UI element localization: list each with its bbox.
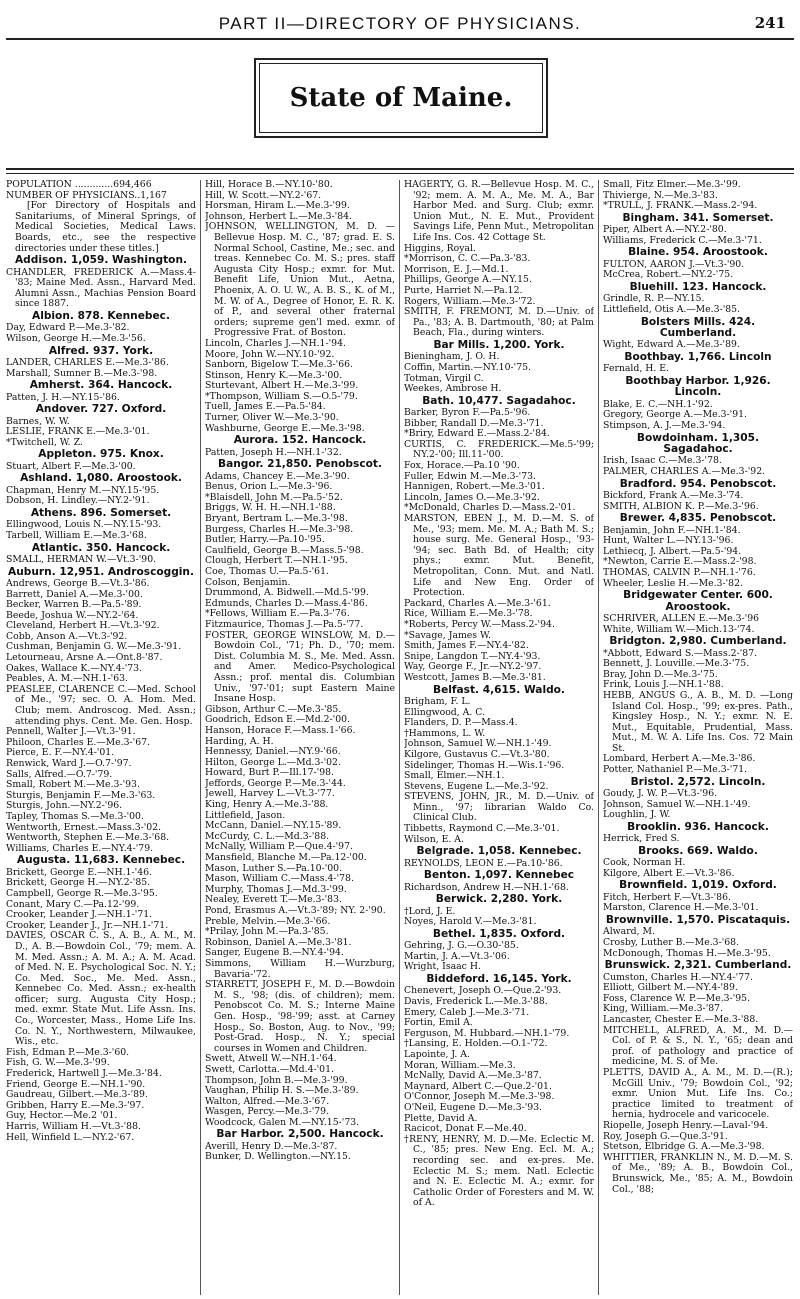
- physician-entry: Davis, Frederick L.—Me.3-'88.: [404, 996, 548, 1008]
- physician-entry: Herrick, Fred S.: [603, 833, 680, 845]
- physician-entry: Fernald, H. E.: [603, 363, 670, 375]
- physician-entry: Hanson, Horace F.—Mass.1-'66.: [205, 724, 356, 736]
- physician-entry: Higgins, Royal.: [404, 242, 476, 254]
- physician-entry: Barnes, W. W.: [6, 415, 70, 427]
- physician-entry: Gehring, J. G.—O.30-'85.: [404, 940, 519, 952]
- town-heading: Addison. 1,059. Washington.: [14, 254, 188, 267]
- physician-entry: Sanger, Eugene B.—NY.4-'94.: [205, 947, 344, 959]
- physician-entry: †Lord, J. E.: [404, 905, 456, 917]
- physician-entry: Crooker, Leander J.—NH.1-'71.: [6, 909, 153, 921]
- physician-entry: LANDER, CHARLES E.—Me.3-'86.: [6, 356, 169, 368]
- town-heading: Andover. 727. Oxford.: [35, 403, 167, 416]
- physician-entry: Edmunds, Charles D.—Mass.4-'86.: [205, 597, 368, 609]
- physician-entry: Moran, William.—Me.3.: [404, 1059, 516, 1071]
- physician-entry: Lombard, Herbert A.—Me.3-'86.: [603, 753, 756, 765]
- physician-entry: *Briry, Edward E.—Mass.2-'84.: [404, 428, 550, 440]
- physician-entry: Preble, Melvin.—Me.3-'66.: [205, 915, 331, 927]
- physician-entry: Howard, Burt P.—Ill.17-'98.: [205, 767, 334, 779]
- town-heading: Bridgewater Center. 600. Aroostook.: [623, 589, 773, 613]
- physician-entry: Ferguson, M. Hubbard.—NH.1-'79.: [404, 1027, 570, 1039]
- physician-entry: MITCHELL, ALFRED, A. M., M. D.—Col. of P. & S., N. Y., '65; dean and prof. of pathology and practice of medicine, M. S. of Me.: [603, 1024, 793, 1068]
- physician-entry: Smith, James F.—NY.4-'82.: [404, 640, 529, 652]
- physician-entry: Gaudreau, Gilbert.—Me.3-'89.: [6, 1089, 148, 1101]
- physician-entry: Gibson, Arthur C.—Me.3-'85.: [205, 703, 342, 715]
- page-number: 241: [754, 14, 786, 32]
- physician-entry: Conant, Mary C.—Pa.12-'99.: [6, 898, 140, 910]
- physician-entry: Fuller, Edwin M.—Me.3-'73.: [404, 470, 536, 482]
- physician-entry: Robinson, Daniel A.—Me.3-'81.: [205, 936, 352, 948]
- physician-entry: McNally, David A.—Me.3-'87.: [404, 1070, 542, 1082]
- page-header: [0, 14, 800, 36]
- town-heading: Bar Mills. 1,200. York.: [433, 338, 565, 351]
- physician-entry: Frink, Louis J.—NH.1-'88.: [603, 679, 724, 691]
- physician-entry: Johnson, Samuel W.—NH.1-'49.: [603, 798, 751, 810]
- town-heading: Belgrade. 1,058. Kennebec.: [416, 845, 582, 858]
- physician-entry: Mason, William C.—Mass.4-'78.: [205, 873, 354, 885]
- physician-entry: Philoon, Charles E.—Me.3-'67.: [6, 736, 150, 748]
- physician-entry: Sturtevant, Albert H.—Me.3-'99.: [205, 380, 359, 392]
- physician-entry: Bunker, D. Wellington.—NY.15.: [205, 1151, 351, 1163]
- town-heading: Athens. 896. Somerset.: [30, 506, 172, 519]
- physician-entry: Letourneau, Arsne A.—Ont.8-'87.: [6, 652, 163, 664]
- physician-entry: SMALL, HERMAN W.—Vt.3-'90.: [6, 553, 157, 565]
- physician-entry: Cobb, Anson A.—Vt.3-'92.: [6, 630, 128, 642]
- physician-entry: Coe, Thomas U.—Pa.5-'61.: [205, 566, 329, 577]
- physician-entry: Cushman, Benjamin G. W.—Me.3-'91.: [6, 641, 182, 653]
- physician-entry: Pennell, Walter J.—Vt.3-'91.: [6, 726, 136, 738]
- directory-column-2: [205, 180, 395, 1295]
- physician-entry: Piper, Albert A.—NY.2-'80.: [603, 224, 727, 236]
- town-heading: Blaine. 954. Aroostook.: [628, 246, 768, 259]
- physician-entry: Bibber, Randall D.—Me.3-'71.: [404, 417, 544, 429]
- physician-entry: Becker, Warren B.—Pa.5-'89.: [6, 599, 142, 611]
- physician-entry: Riopelle, Joseph Henry.—Laval-'94.: [603, 1119, 769, 1131]
- town-heading: Benton. 1,097. Kennebec: [423, 869, 575, 882]
- physician-entry: WHITTIER, FRANKLIN N., M. D.—M. S. of Me., '89; A. B., Bowdoin Col., Brunswick, Me., '85; A. M., Bowdoin Col., '88;: [603, 1151, 793, 1195]
- physician-entry: SMITH, ALBION K. P.—Me.3-'96.: [603, 500, 759, 512]
- physician-entry: Brigham, F. L.: [404, 695, 471, 707]
- state-title: State of Maine.: [289, 83, 513, 113]
- physician-entry: Irish, Isaac C.—Me.3-'78.: [603, 455, 722, 467]
- physician-entry: Andrews, George B.—Vt.3-'86.: [6, 577, 150, 589]
- physician-entry: PLETTS, DAVID A., A. M., M. D.—(R.); McGill Univ., '79; Bowdoin Col., '92; exmr. Union Mut. Life Ins. Co.; practice limited to treatment of hernia, hydrocele and varicocele.: [603, 1066, 793, 1121]
- physician-entry: Stimpson, A. J.—Me.3-'94.: [603, 419, 726, 431]
- physician-entry: REYNOLDS, LEON E.—Pa.10-'86.: [404, 857, 563, 869]
- physician-entry: Marston, Clarence H.—Me.3-'01.: [603, 902, 759, 914]
- physician-entry: *Fellows, William E.—Pa.3-'76.: [205, 608, 350, 620]
- physician-entry: Dobson, H. Lindley.—NY.2-'91.: [6, 495, 150, 507]
- town-heading: Amherst. 364. Hancock.: [29, 379, 173, 392]
- physician-entry: Jeffords, George P.—Me.3-'44.: [205, 777, 346, 789]
- physician-entry: Guy, Hector.—Me.2 '01.: [6, 1110, 118, 1122]
- physician-entry: Crosby, Luther B.—Me.3-'68.: [603, 937, 740, 949]
- physician-entry: Gregory, George A.—Me.3-'91.: [603, 409, 748, 421]
- physician-entry: O'Connor, Joseph M.—Me.3-'98.: [404, 1091, 555, 1103]
- physician-entry: McDonough, Thomas H.—Me.3-'95.: [603, 947, 771, 959]
- physician-entry: Johnson, Samuel W.—NH.1-'49.: [404, 738, 552, 750]
- section-rule-top: [6, 168, 794, 170]
- town-heading: Bowdoinham. 1,305. Sagadahoc.: [636, 431, 760, 455]
- physician-entry: Wentworth, Ernest.—Mass.3-'02.: [6, 821, 162, 833]
- physician-entry: Brickett, George H.—NY.2-'85.: [6, 877, 151, 889]
- physician-entry: Horsman, Hiram L.—Me.3-'99.: [205, 200, 350, 212]
- physician-entry: Westcott, James B.—Me.3-'81.: [404, 671, 546, 683]
- physician-entry: PEASLEE, CLARENCE C.—Med. School of Me., '97; sec. O. A. Hom. Med. Club; mem. Androscog. Med. Assn.; attending phys. Cent. Me. Gen. Hosp.: [6, 683, 196, 727]
- physician-entry: Alward, M.: [603, 926, 655, 938]
- physician-entry: Bennett, J. Louville.—Me.3-'75.: [603, 658, 750, 670]
- physician-entry: Jewell, Harvey L.—Vt.3-'77.: [205, 788, 335, 800]
- physician-entry: Blake, E. C.—NH.1-'92.: [603, 398, 713, 410]
- physician-entry: Kilgore, Gustavus C.—Vt.3-'80.: [404, 748, 550, 760]
- physician-entry: Cook, Norman H.: [603, 857, 686, 869]
- physician-entry: Barrett, Daniel A.—Me.3-'00.: [6, 588, 143, 600]
- physician-entry: Woodcock, Galen M.—NY.15-'73.: [205, 1116, 360, 1128]
- physician-entry: Hennessy, Daniel.—NY.9-'66.: [205, 746, 341, 758]
- physician-entry: Vaughan, Philip H. S.—Me.3-'89.: [205, 1085, 359, 1097]
- header-rule: [6, 38, 794, 40]
- physician-entry: Pierce, E. F.—NY.4-'01.: [6, 747, 115, 759]
- physician-entry: PALMER, CHARLES A.—Me.3-'92.: [603, 465, 766, 477]
- physician-entry: Stuart, Albert F.—Me.3-'00.: [6, 460, 136, 472]
- town-heading: Brewer. 4,835. Penobscot.: [619, 512, 777, 525]
- physician-entry: Tuell, James E.—Pa.5-'84.: [205, 401, 326, 413]
- physician-entry: Elliott, Gilbert M.—NY.4-'89.: [603, 982, 738, 994]
- physician-entry: JOHNSON, WELLINGTON, M. D. —Bellevue Hosp. M. C., '87; grad. E. S. Normal School, Castine, Me.; sec. and treas. Kennebec Co. M. S.; pres. staff Augusta City Hosp.; exmr. for Mut. Benefit Life, Union Mut., Aetna, Phoenix, A. O. U. W., A. B. S., K. of M., M. W. of A., Degree of Honor, E. R. K. of P., and several other fraternal orders; supreme gen'l med. exmr. of Progressive Frat. of Boston.: [205, 221, 395, 339]
- physician-entry: MARSTON, EBEN J., M. D.—M. S. of Me., '93; mem. Me. M. A.; Bath M. S.; house surg. Me. General Hosp., '93-'94; sec. Bath Bd. of Health; city phys.; exmr. Mut. Benefit, Metropolitan, Conn. Mut. and Natl. Life and New Eng. Order of Protection.: [404, 513, 594, 599]
- town-heading: Bristol. 2,572. Lincoln.: [630, 775, 766, 788]
- physician-entry: Briggs, W. H. H.—NH.1-'88.: [205, 502, 336, 514]
- physician-entry: *Prilay, John M.—Pa.3-'85.: [205, 926, 329, 938]
- physician-entry: Marshall, Sumner B.—Me.3-'98.: [6, 367, 158, 379]
- physician-entry: Tibbetts, Raymond C.—Me.3-'01.: [404, 823, 560, 835]
- physician-entry: Tarbell, William E.—Me.3-'68.: [6, 529, 147, 541]
- physician-entry: Chapman, Henry M.—NY.15-'95.: [6, 484, 160, 496]
- town-heading: Auburn. 12,951. Androscoggin.: [8, 565, 194, 578]
- physician-entry: Grindle, R. P.—NY.15.: [603, 293, 705, 305]
- physician-entry: Potter, Nathaniel P.—Me.3-'71.: [603, 764, 748, 776]
- town-heading: Aurora. 152. Hancock.: [233, 434, 367, 447]
- physician-entry: Barker, Byron F.—Pa.5-'96.: [404, 407, 531, 419]
- physician-entry: McNally, William P.—Que.4-'97.: [205, 841, 353, 853]
- physician-entry: Racicot, Donat F.—Me.40.: [404, 1123, 527, 1135]
- physician-entry: Campbell, George R.—Me.3-'95.: [6, 887, 158, 899]
- physician-entry: HEBB, ANGUS G., A. B., M. D. —Long Island Col. Hosp., '99; ex-pres. Path., Kingsley Hosp., N. Y.; exmr. N. E. Mut., Equitable, Prudential, Mass. Mut., M. W. A. Life Ins. Cos. 72 Main St.: [603, 689, 793, 754]
- directory-column-4: [603, 180, 793, 1295]
- town-heading: Bath. 10,477. Sagadahoc.: [422, 394, 576, 407]
- statistic-line: POPULATION .............694,466: [6, 180, 152, 190]
- physician-entry: Clough, Herbert T.—NH.1-'95.: [205, 555, 348, 567]
- physician-entry: Harding, A. H.: [205, 735, 274, 747]
- town-heading: Alfred. 937. York.: [48, 344, 154, 357]
- physician-entry: Hunt, Walter L.—NY.13-'96.: [603, 535, 734, 547]
- physician-entry: *TRULL, J. FRANK.—Mass.2-'94.: [603, 200, 758, 212]
- physician-entry: Fortin, Emil A.: [404, 1017, 473, 1029]
- physician-entry: Stetson, Elbridge G. A.—Me.3-'98.: [603, 1141, 765, 1153]
- physician-entry: Emery, Caleb J.—Me.3-'71.: [404, 1006, 530, 1018]
- physician-entry: Tapley, Thomas S.—Me.3-'00.: [6, 810, 144, 822]
- physician-entry: *Morrison, C. C.—Pa.3-'83.: [404, 253, 531, 265]
- physician-entry: Snipe, Langdon T.—NY.4-'93.: [404, 650, 541, 662]
- physician-entry: Beede, Joshua W.—NY.2-'64.: [6, 609, 139, 621]
- physician-entry: Way, George F., Jr.—NY.2-'97.: [404, 661, 542, 673]
- physician-entry: Hell, Winfield L.—NY.2-'67.: [6, 1131, 135, 1143]
- physician-entry: Johnson, Herbert L.—Me.3-'84.: [205, 210, 353, 222]
- physician-entry: Fish, G. W.—Me.3-'99.: [6, 1057, 110, 1069]
- physician-entry: Wasgen, Percy.—Me.3-'79.: [205, 1106, 330, 1118]
- directory-column-1: [6, 180, 196, 1295]
- physician-entry: CURTIS, C. FREDERICK.—Me.5-'99; NY.2-'00; Ill.11-'00.: [404, 438, 594, 461]
- physician-entry: Morrison, E. J.—Md.1.: [404, 263, 509, 275]
- physician-entry: †Hammons, L. W.: [404, 727, 486, 739]
- physician-entry: Colson, Benjamin.: [205, 576, 291, 588]
- physician-entry: Bray, John D.—Me.3-'75.: [603, 668, 718, 680]
- town-heading: Belfast. 4,615. Waldo.: [433, 683, 565, 696]
- physician-entry: Mason, Luther S.—Pa.10-'00.: [205, 862, 343, 874]
- physician-entry: Lincoln, James O.—Me.3-'92.: [404, 491, 540, 503]
- physician-entry: Cumston, Charles H.—NY.4-'77.: [603, 971, 753, 983]
- physician-entry: McCann, Daniel.—NY.15-'89.: [205, 820, 342, 832]
- physician-entry: Wight, Edward A.—Me.3-'89.: [603, 339, 740, 351]
- town-heading: Albion. 878. Kennebec.: [32, 309, 170, 322]
- physician-entry: Harris, William H.—Vt.3-'88.: [6, 1121, 141, 1132]
- physician-entry: Wilson, E. A.: [404, 833, 464, 845]
- physician-entry: Peables, A. M.—NH.1-'63.: [6, 673, 128, 685]
- town-heading: Brownfield. 1,019. Oxford.: [619, 879, 777, 892]
- physician-entry: Chenevert, Joseph O.—Que.2-'93.: [404, 985, 562, 997]
- physician-entry: Littlefield, Jason.: [205, 809, 286, 821]
- physician-entry: Simmons, William H.—Wurzburg, Bavaria-'72.: [205, 957, 395, 980]
- physician-entry: Littlefield, Otis A.—Me.3-'85.: [603, 303, 741, 315]
- physician-entry: SCHRIVER, ALLEN E.—Me.3-'96: [603, 612, 760, 624]
- running-head: PART II—DIRECTORY OF PHYSICIANS.: [218, 14, 582, 33]
- physician-entry: Roy, Joseph G.—Que.3-'91.: [603, 1130, 728, 1142]
- physician-entry: McCrea, Robert.—NY.2-'75.: [603, 269, 734, 281]
- physician-entry: Burgess, Charles H.—Me.3-'98.: [205, 523, 354, 535]
- physician-entry: Lincoln, Charles J.—NH.1-'94.: [205, 337, 346, 349]
- physician-entry: Sanborn, Bigelow T.—Me.3-'66.: [205, 359, 353, 371]
- physician-entry: Thompson, John B.—Me.3-'99.: [205, 1074, 348, 1086]
- physician-entry: Coffin, Martin.—NY.10-'75.: [404, 361, 531, 373]
- town-heading: Boothbay Harbor. 1,926. Lincoln.: [625, 374, 771, 399]
- town-heading: Bingham. 341. Somerset.: [622, 211, 774, 224]
- physician-entry: †RENY, HENRY, M. D.—Me. Eclectic M. C., '85; pres. New Eng. Ecl. M. A.; recording sec. and ex-pres. Me. Eclectic M. S.; mem. Natl. Eclectic and N. E. Eclectic M. A.; exmr. for Catholic Order of Foresters and M. W. of A.: [404, 1133, 594, 1209]
- physician-entry: Frederick, Hartwell J.—Me.3-'84.: [6, 1068, 162, 1080]
- physician-entry: STEVENS, JOHN, JR., M. D.—Univ. of Minn., '97; librarian Waldo Co. Clinical Club.: [404, 791, 594, 824]
- town-heading: Bolsters Mills. 424. Cumberland.: [640, 315, 756, 339]
- town-heading: Ashland. 1,080. Aroostook.: [20, 472, 182, 485]
- town-heading: Brunswick. 2,321. Cumberland.: [604, 959, 792, 972]
- physician-entry: Adams, Chancey E.—Me.3-'90.: [205, 470, 350, 482]
- physician-entry: Cleveland, Herbert H.—Vt.3-'92.: [6, 620, 160, 632]
- physician-entry: Williams, Frederick C.—Me.3-'71.: [603, 234, 762, 246]
- physician-entry: Turner, Oliver W.—Me.3-'90.: [205, 412, 339, 424]
- physician-entry: Weekes, Ambrose H.: [404, 383, 502, 395]
- physician-entry: Hannigen, Robert.—Me.3-'01.: [404, 481, 545, 493]
- physician-entry: *Thompson, William S.—O.5-'79.: [205, 390, 358, 402]
- directory-column-3: [404, 180, 594, 1295]
- town-heading: Atlantic. 350. Hancock.: [31, 541, 171, 554]
- physician-entry: Maynard, Albert C.—Que.2-'01.: [404, 1080, 552, 1092]
- state-title-frame: [254, 58, 548, 138]
- town-heading: Appleton. 975. Knox.: [38, 448, 164, 461]
- physician-entry: Lapointe, J. A.: [404, 1049, 470, 1060]
- physician-entry: Lancaster, Chester E.—Me.3-'88.: [603, 1014, 759, 1025]
- physician-entry: *McDonald, Charles D.—Mass.2-'01.: [404, 502, 576, 514]
- physician-entry: FULTON, AARON J.—Vt.3-'90.: [603, 258, 745, 270]
- physician-entry: Wheeler, Leslie H.—Me.3-'82.: [603, 577, 743, 589]
- physician-entry: Purte, Harriet N.—Pa.12.: [404, 284, 523, 296]
- physician-entry: *Blaisdell, John M.—Pa.5-'52.: [205, 491, 343, 503]
- physician-entry: Hilton, George L.—Md.3-'02.: [205, 756, 341, 768]
- town-heading: Brooklin. 936. Hancock.: [627, 820, 769, 833]
- physician-entry: Fitch, Herbert F.—Vt.3-'86.: [603, 891, 731, 903]
- note-paragraph: [For Directory of Hospitals and Sanitariums, of Mineral Springs, of Medical Societies, Medical Laws. Boards, etc., see the respective directories under these titles.]: [15, 200, 196, 254]
- physician-entry: †Lansing, E. Holden.—O.1-'72.: [404, 1038, 548, 1050]
- physician-entry: King, Henry A.—Me.3-'88.: [205, 799, 329, 811]
- physician-entry: Small, Elmer.—NH.1.: [404, 770, 505, 782]
- town-heading: Boothbay. 1,766. Lincoln: [624, 350, 772, 363]
- town-heading: Bangor. 21,850. Penobscot.: [218, 458, 382, 471]
- physician-entry: Hill, Horace B.—NY.10-'80.: [205, 180, 333, 190]
- physician-entry: Rogers, William.—Me.3-'72.: [404, 295, 536, 307]
- physician-entry: *Twitchell, W. Z.: [6, 436, 83, 448]
- physician-entry: Thivierge, N.—Me.3-'83.: [603, 189, 718, 201]
- physician-entry: CHANDLER, FREDERICK A.—Mass.4-'83; Maine Med. Assn., Harvard Med. Alumni Assn., Machias Pension Board since 1887.: [6, 266, 196, 310]
- section-rule-bottom: [6, 173, 794, 174]
- physician-entry: Swett, Atwell W.—NH.1-'64.: [205, 1053, 337, 1065]
- physician-entry: *Abbott, Edward S.—Mass.2-'87.: [603, 647, 758, 659]
- physician-entry: Stevens, Eugene L.—Me.3-'92.: [404, 780, 549, 792]
- physician-entry: Mansfield, Blanche M.—Pa.12-'00.: [205, 852, 367, 864]
- physician-entry: Nealey, Everett T.—Me.3-'83.: [205, 894, 342, 906]
- physician-entry: Richardson, Andrew H.—NH.1-'68.: [404, 881, 569, 893]
- town-heading: Augusta. 11,683. Kennebec.: [16, 854, 186, 867]
- physician-entry: Drummond, A. Bidwell.—Md.5-'99.: [205, 587, 369, 599]
- physician-entry: Stinson, Henry K.—Me.3-'00.: [205, 369, 343, 381]
- physician-entry: Wilson, George H.—Me.3-'56.: [6, 332, 146, 344]
- physician-entry: THOMAS, CALVIN P.—NH.1-'76.: [603, 566, 756, 578]
- physician-entry: *Savage, James W.: [404, 629, 491, 641]
- town-heading: Bridgton. 2,980. Cumberland.: [609, 635, 787, 648]
- town-heading: Bradford. 954. Penobscot.: [619, 477, 777, 490]
- physician-entry: Averill, Henry D.—Me.3-'87.: [205, 1140, 338, 1152]
- physician-entry: Pond, Erasmus A.—Vt.3-'89; NY. 2-'90.: [205, 905, 386, 916]
- statistic-line: NUMBER OF PHYSICIANS..1,167: [6, 189, 167, 201]
- physician-entry: Bieningham, J. O. H.: [404, 351, 500, 363]
- physician-entry: Martin, J. A.—Vt.3-'06.: [404, 950, 510, 962]
- physician-entry: Caulfield, George B.—Mass.5-'98.: [205, 544, 364, 556]
- physician-entry: Washburne, George E.—Me.3-'98.: [205, 422, 365, 434]
- physician-entry: Bryant, Bertram L.—Me.3-'98.: [205, 513, 348, 525]
- physician-entry: Rice, William E.—Me.3-'78.: [404, 608, 533, 620]
- physician-entry: Walton, Alfred.—Me.3-'67.: [205, 1095, 330, 1107]
- directory-columns: [6, 180, 794, 1295]
- physician-entry: Bickford, Frank A.—Me.3-'74.: [603, 489, 744, 501]
- physician-entry: Small, Fitz Elmer.—Me.3-'99.: [603, 180, 741, 190]
- physician-entry: Flanders, D. P.—Mass.4.: [404, 717, 518, 729]
- physician-entry: Plette, David A.: [404, 1112, 478, 1124]
- physician-entry: Sturgis, John.—NY.2-'96.: [6, 800, 123, 812]
- physician-entry: McCurdy, C. L.—Md.3-'88.: [205, 830, 330, 842]
- physician-entry: Fitzmaurice, Thomas J.—Pa.5-'77.: [205, 618, 364, 630]
- physician-entry: Small, Robert M.—Me.3-'93.: [6, 779, 140, 791]
- physician-entry: *Newton, Carrie E.—Mass.2-'98.: [603, 556, 757, 568]
- physician-entry: Benus, Orion L.—Me.3-'96.: [205, 481, 333, 493]
- physician-entry: Sturgis, Benjamin F.—Me.3-'63.: [6, 789, 156, 801]
- physician-entry: SMITH, F. FREMONT, M. D.—Univ. of Pa., '83; A. B. Dartmouth, '80; at Palm Beach, Fla., during winters.: [404, 306, 594, 339]
- physician-entry: Lethiecq, J. Albert.—Pa.5-'94.: [603, 545, 742, 557]
- physician-entry: Goudy, J. W. P.—Vt.3-'96.: [603, 788, 718, 800]
- town-heading: Berwick. 2,280. York.: [435, 893, 563, 906]
- physician-entry: Wentworth, Stephen E.—Me.3-'68.: [6, 832, 170, 844]
- physician-entry: Oakes, Wallace K.—NY.4-'73.: [6, 662, 143, 674]
- physician-entry: Ellingwood, A. C.: [404, 706, 486, 718]
- physician-entry: Day, Edward P.—Me.3-'82.: [6, 322, 130, 334]
- town-heading: Bluehill. 123. Hancock.: [629, 280, 767, 293]
- town-heading: Brooks. 669. Waldo.: [638, 844, 758, 857]
- town-heading: Biddeford. 16,145. York.: [426, 973, 572, 986]
- physician-entry: Goodrich, Edson E.—Md.2-'00.: [205, 714, 351, 726]
- physician-entry: Fish, Edman P.—Me.3-'60.: [6, 1046, 130, 1058]
- physician-entry: Sidelinger, Thomas H.—Wis.1-'96.: [404, 759, 565, 771]
- physician-entry: Foss, Clarence W. P.—Me.3-'95.: [603, 992, 751, 1004]
- physician-entry: Murphy, Thomas J.—Md.3-'99.: [205, 883, 347, 895]
- physician-entry: Friend, George E.—NH.1-'90.: [6, 1078, 146, 1090]
- physician-entry: Moore, John W.—NY.10-'92.: [205, 348, 335, 360]
- physician-entry: Brickett, George E.—NH.1-'46.: [6, 866, 152, 878]
- physician-entry: Salls, Alfred.—O.7-'79.: [6, 768, 113, 780]
- town-heading: Bar Harbor. 2,500. Hancock.: [216, 1128, 384, 1141]
- physician-entry: Totman, Virgil C.: [404, 372, 484, 384]
- physician-entry: Patten, Joseph H.—NH.1-'32.: [205, 446, 342, 458]
- physician-entry: DAVIES, OSCAR C. S., A. B., A. M., M. D., A. B.—Bowdoin Col., '79; mem. A. M. Med. Assn.; A. M. A.; A. M. Acad. of Med. N. E. Psychological Soc. N. Y.; Co. Med. Soc., Me. Med. Assn., Kennebec Co. Med. Assn.; ex-health officer; surg. Augusta City Hosp.; med. exmr. State Mut. Life Assn. Ins. Co., Worcester, Mass., Home Life Ins. Co. N. Y., Northwestern, Milwaukee, Wis., etc.: [6, 930, 196, 1048]
- town-heading: Bethel. 1,835. Oxford.: [432, 927, 566, 940]
- physician-entry: King, William.—Me.3-'87.: [603, 1003, 724, 1015]
- physician-entry: Swett, Carlotta.—Md.4-'01.: [205, 1063, 334, 1075]
- physician-entry: Ellingwood, Louis N.—NY.15-'93.: [6, 519, 162, 531]
- physician-entry: Fox, Horace.—Pa.10 '90.: [404, 460, 520, 472]
- physician-entry: Loughlin, J. W.: [603, 809, 671, 821]
- physician-entry: Phillips, George A.—NY.15.: [404, 274, 532, 286]
- physician-entry: Benjamin, John F.—NH.1-'84.: [603, 524, 741, 536]
- physician-entry: Wright, Isaac H.: [404, 961, 481, 973]
- physician-entry: Hill, W. Scott.—NY.2-'67.: [205, 189, 322, 201]
- physician-entry: Gribben, Harry E.—Me.3-'97.: [6, 1099, 145, 1111]
- physician-entry: LESLIE, FRANK E.—Me.3-'01.: [6, 426, 150, 438]
- physician-entry: Butler, Harry.—Pa.10-'95.: [205, 534, 325, 546]
- physician-entry: Kilgore, Albert E.—Vt.3-'86.: [603, 867, 735, 879]
- physician-entry: FOSTER, GEORGE WINSLOW, M. D.—Bowdoin Col., '71; Ph. D., '70; mem. Dist. Columbia M. S., Me. Med. Assn. and Amer. Medico-Psychological Assn.; prof. mental dis. Columbian Univ., '97-'01; supt Eastern Maine Insane Hosp.: [205, 629, 395, 705]
- physician-entry: O'Neil, Eugene D.—Me.3-'93.: [404, 1101, 543, 1113]
- physician-entry: Noyes, Harold V.—Me.3-'81.: [404, 916, 537, 928]
- physician-entry: White, William W.—Mich.13-'74.: [603, 623, 755, 635]
- physician-entry: Renwick, Ward J.—O.7-'97.: [6, 758, 132, 769]
- physician-entry: Packard, Charles A.—Me.3-'61.: [404, 597, 551, 609]
- physician-entry: Patten, J. H.—NY.15-'86.: [6, 391, 120, 403]
- physician-entry: HAGERTY, G. R.—Bellevue Hosp. M. C., '92; mem. A. M. A., Me. M. A., Bar Harbor Med. and Surg. Club; exmr. Union Mut., N. E. Mut., Provident Savings Life, Penn Mut., Metropolitan Life Ins. Cos. 42 Cottage St.: [404, 180, 594, 243]
- town-heading: Brownville. 1,570. Piscataquis.: [605, 914, 791, 927]
- physician-entry: Williams, Charles E.—NY.4-'79.: [6, 842, 154, 854]
- physician-entry: STARRETT, JOSEPH F., M. D.—Bowdoin M. S., '98; (dis. of children); mem. Penobscot Co. M. S.; Interne Maine Gen. Hosp., '98-'99; asst. at Carney Hosp., So. Boston, Aug. to Nov., '99; Post-Grad. Hosp., N. Y.; special courses in Women and Children.: [205, 979, 395, 1054]
- physician-entry: *Roberts, Percy W.—Mass.2-'94.: [404, 618, 555, 630]
- physician-entry: Crooker, Leander J., Jr.—NH.1-'71.: [6, 919, 169, 931]
